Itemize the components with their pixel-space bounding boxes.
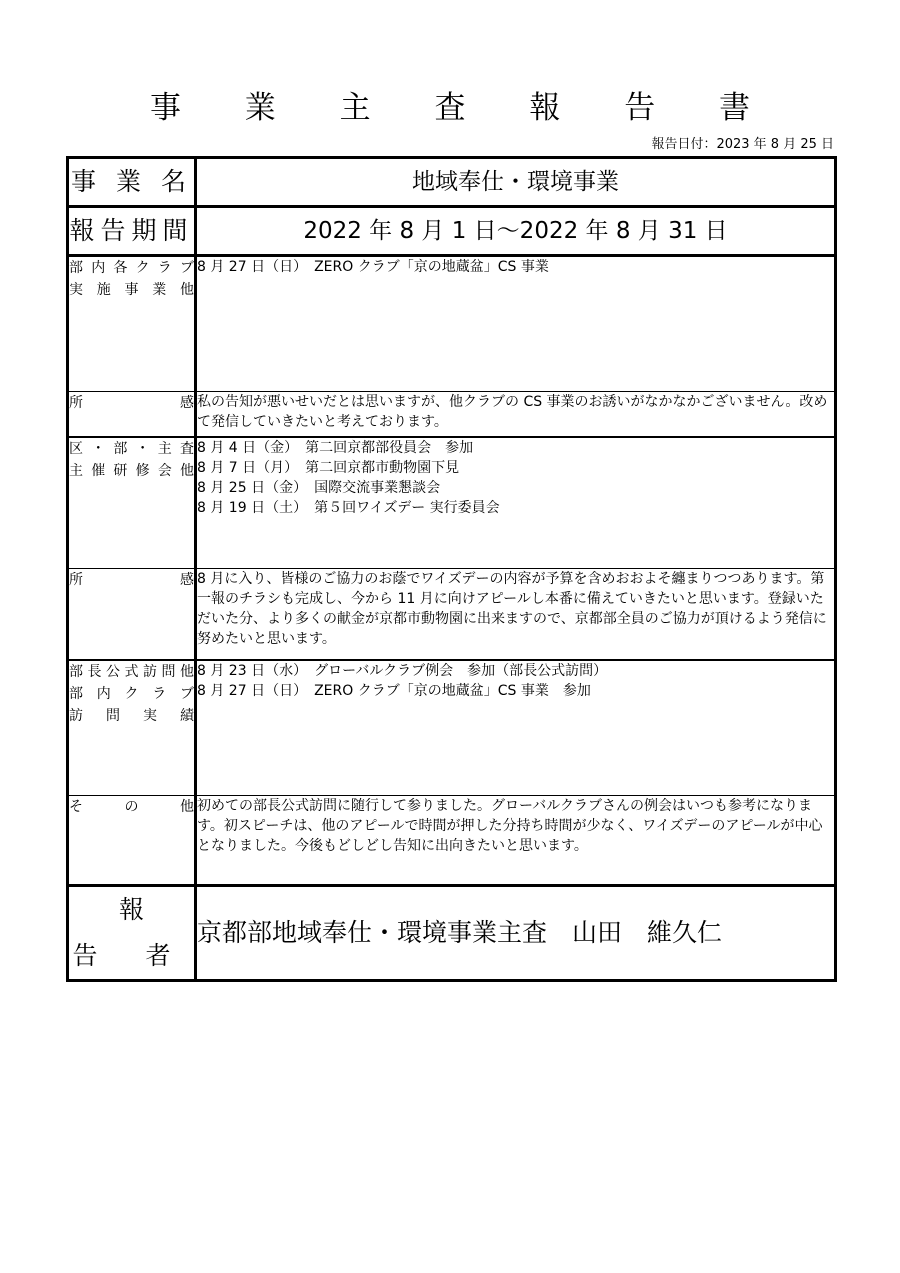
project-value: 地域奉仕・環境事業 bbox=[196, 158, 836, 207]
period-row bbox=[68, 207, 836, 256]
impression2-label bbox=[68, 569, 196, 661]
official-visit-item: 8 月 23 日（水） グローバルクラブ例会 参加（部長公式訪問） bbox=[197, 663, 608, 679]
official-visits-label-line: 部内クラブ bbox=[69, 686, 194, 702]
other-content bbox=[196, 796, 836, 886]
official-visits-label-line: 訪問実績 bbox=[69, 708, 194, 724]
period-label: 報告期間 bbox=[68, 207, 196, 256]
official-visits-label bbox=[68, 660, 196, 796]
impression1-row bbox=[68, 392, 836, 438]
reporter-row bbox=[68, 886, 836, 981]
club-activities-label-line: 実施事業他 bbox=[69, 282, 194, 298]
impression1-content bbox=[196, 392, 836, 438]
impression2-content bbox=[196, 569, 836, 661]
project-label: 事 業 名 bbox=[68, 158, 196, 207]
project-row bbox=[68, 158, 836, 207]
district-meeting-item: 8 月 25 日（金） 国際交流事業懇談会 bbox=[197, 480, 441, 496]
club-activity-item: 8 月 27 日（日） ZERO クラブ「京の地蔵盆」CS 事業 bbox=[197, 259, 549, 275]
page-title: 事 業 主 査 報 告 書 bbox=[149, 90, 778, 126]
district-meetings-row bbox=[68, 437, 836, 569]
club-activities-label bbox=[68, 256, 196, 392]
impression2-label-text: 所感 bbox=[69, 572, 194, 588]
district-meetings-content bbox=[196, 437, 836, 569]
other-label bbox=[68, 796, 196, 886]
district-meeting-item: 8 月 7 日（月） 第二回京都市動物園下見 bbox=[197, 460, 460, 476]
district-meetings-label-line: 区・部・主査 bbox=[69, 441, 194, 457]
impression1-label bbox=[68, 392, 196, 438]
other-text: 初めての部長公式訪問に随行して参りました。グローバルクラブさんの例会はいつも参考になります。初スピーチは、他のアピールで時間が押した分持ち時間が少なく、ワイズデーのアピールが中心となりました。今後もどしどし告知に出向きたいと思います。 bbox=[197, 798, 823, 854]
official-visits-label-line: 部長公式訪問他 bbox=[69, 664, 194, 680]
club-activities-row bbox=[68, 256, 836, 392]
other-label-text: その他 bbox=[69, 799, 194, 815]
district-meetings-label-line: 主催研修会他 bbox=[69, 463, 194, 479]
impression2-row bbox=[68, 569, 836, 661]
district-meetings-label bbox=[68, 437, 196, 569]
club-activities-label-line: 部内各クラブ bbox=[69, 260, 194, 276]
reporter-label: 報 告 者 bbox=[68, 886, 196, 981]
district-meeting-item: 8 月 19 日（土） 第５回ワイズデー 実行委員会 bbox=[197, 500, 500, 516]
official-visits-content bbox=[196, 660, 836, 796]
period-value: 2022 年 8 月 1 日～2022 年 8 月 31 日 bbox=[196, 207, 836, 256]
impression1-text: 私の告知が悪いせいだとは思いますが、他クラブの CS 事業のお誘いがなかなかございません。改めて発信していきたいと考えております。 bbox=[197, 394, 828, 430]
report-date: 報告日付：2023 年 8 月 25 日 bbox=[651, 137, 834, 152]
report-table bbox=[66, 156, 837, 982]
reporter-value: 京都部地域奉仕・環境事業主査 山田 維久仁 bbox=[197, 918, 723, 947]
official-visits-row bbox=[68, 660, 836, 796]
district-meeting-item: 8 月 4 日（金） 第二回京都部役員会 参加 bbox=[197, 440, 474, 456]
impression2-text: 8 月に入り、皆様のご協力のお蔭でワイズデーの内容が予算を含めおおよそ纏まりつつあります。第一報のチラシも完成し、今から 11 月に向けアピールし本番に備えていきたいと思います。登録いただいた分、より多くの献金が京都市動物園に出来ますので、京都部全員のご協力が頂けるよう発信に努めたいと思います。 bbox=[197, 571, 827, 647]
impression1-label-text: 所感 bbox=[69, 395, 194, 411]
official-visit-item: 8 月 27 日（日） ZERO クラブ「京の地蔵盆」CS 事業 参加 bbox=[197, 683, 591, 699]
club-activities-content bbox=[196, 256, 836, 392]
other-row bbox=[68, 796, 836, 886]
